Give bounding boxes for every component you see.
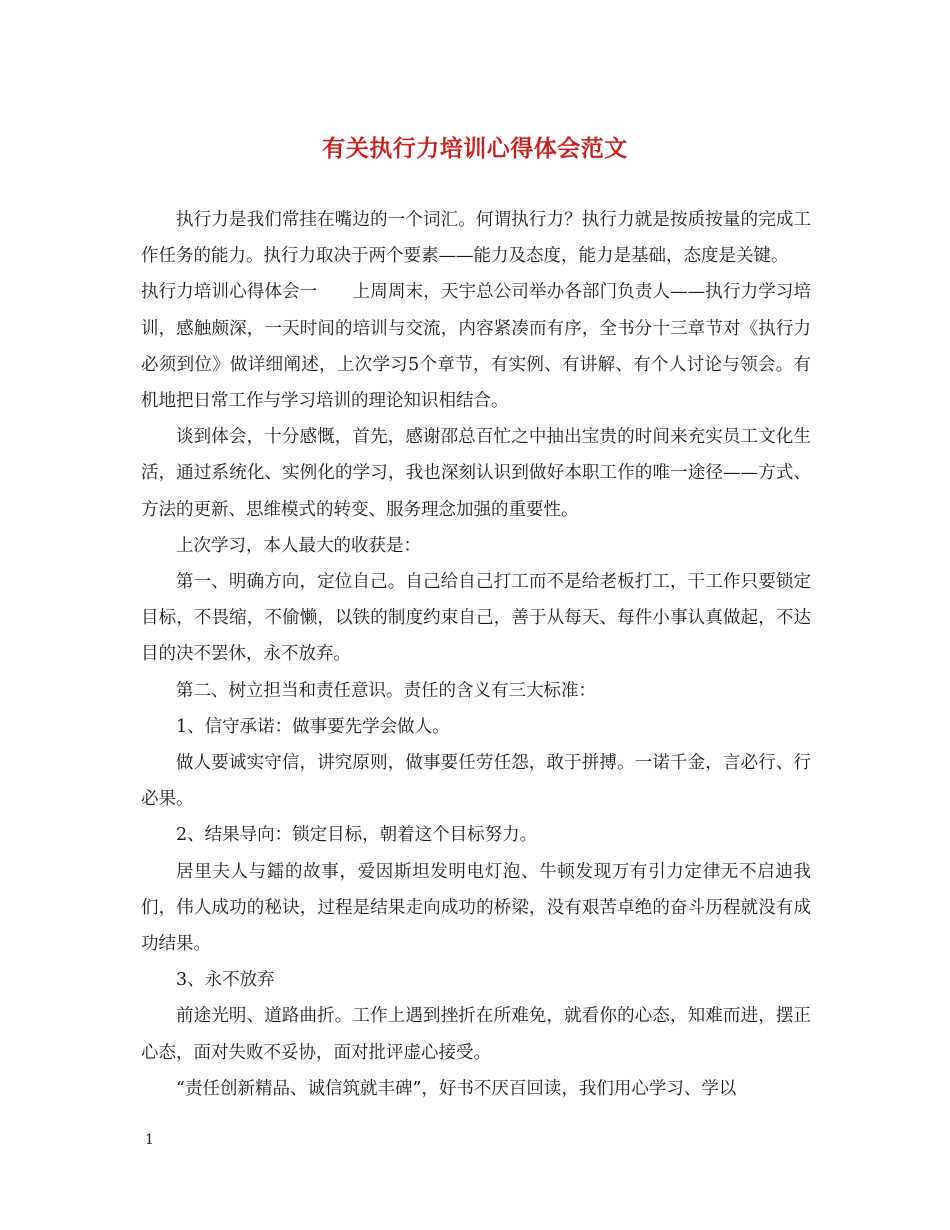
paragraph: 上次学习，本人最大的收获是： xyxy=(176,535,421,556)
paragraph: 执行力是我们常挂在嘴边的一个词汇。何谓执行力？执行力就是按质按量的完成工作任务的能力。执行力取决于两个要素——能力及态度，能力是基础，态度是关键。 xyxy=(141,210,811,267)
paragraph: 做人要诚实守信，讲究原则，做事要任劳任怨，敢于拼搏。一诺千金，言必行、行必果。 xyxy=(141,753,811,810)
paragraph: 2、结果导向：锁定目标，朝着这个目标努力。 xyxy=(176,825,538,846)
document-title: 有关执行力培训心得体会范文 xyxy=(322,135,628,162)
paragraph: 3、永不放弃 xyxy=(176,970,275,991)
paragraph: 执行力培训心得体会一 上周周末，天宇总公司举办各部门负责人——执行力学习培训，感触颇深，一天时间的培训与交流，内容紧凑而有序，全书分十三章节对《执行力必须到位》做详细阐述，上次学习5个章节，有实例、有讲解、有个人讨论与领会。有机地把日常工作与学习培训的理论知识相结合。 xyxy=(141,282,811,412)
paragraph: 谈到体会，十分感慨，首先，感谢邵总百忙之中抽出宝贵的时间来充实员工文化生活，通过系统化、实例化的学习，我也深刻认识到做好本职工作的唯一途径——方式、方法的更新、思维模式的转变、服务理念加强的重要性。 xyxy=(141,427,811,520)
paragraph: 第一、明确方向，定位自己。自己给自己打工而不是给老板打工，干工作只要锁定目标，不畏缩，不偷懒，以铁的制度约束自己，善于从每天、每件小事认真做起，不达目的决不罢休，永不放弃。 xyxy=(141,572,811,665)
paragraph: 第二、树立担当和责任意识。责任的含义有三大标准： xyxy=(176,680,596,701)
paragraph: 前途光明、道路曲折。工作上遇到挫折在所难免，就看你的心态，知难而进，摆正心态，面对失败不妥协，面对批评虚心接受。 xyxy=(141,1006,811,1063)
paragraph: 1、信守承诺：做事要先学会做人。 xyxy=(176,716,450,737)
page-number: 1 xyxy=(145,1132,154,1148)
paragraph: 居里夫人与鐳的故事，爱因斯坦发明电灯泡、牛顿发现万有引力定律无不启迪我们，伟人成功的秘诀，过程是结果走向成功的桥梁，没有艰苦卓绝的奋斗历程就没有成功结果。 xyxy=(141,861,811,955)
document-body xyxy=(141,202,811,1107)
paragraph: “责任创新精品、诚信筑就丰碑”，好书不厌百回读，我们用心学习、学以 xyxy=(176,1078,737,1099)
